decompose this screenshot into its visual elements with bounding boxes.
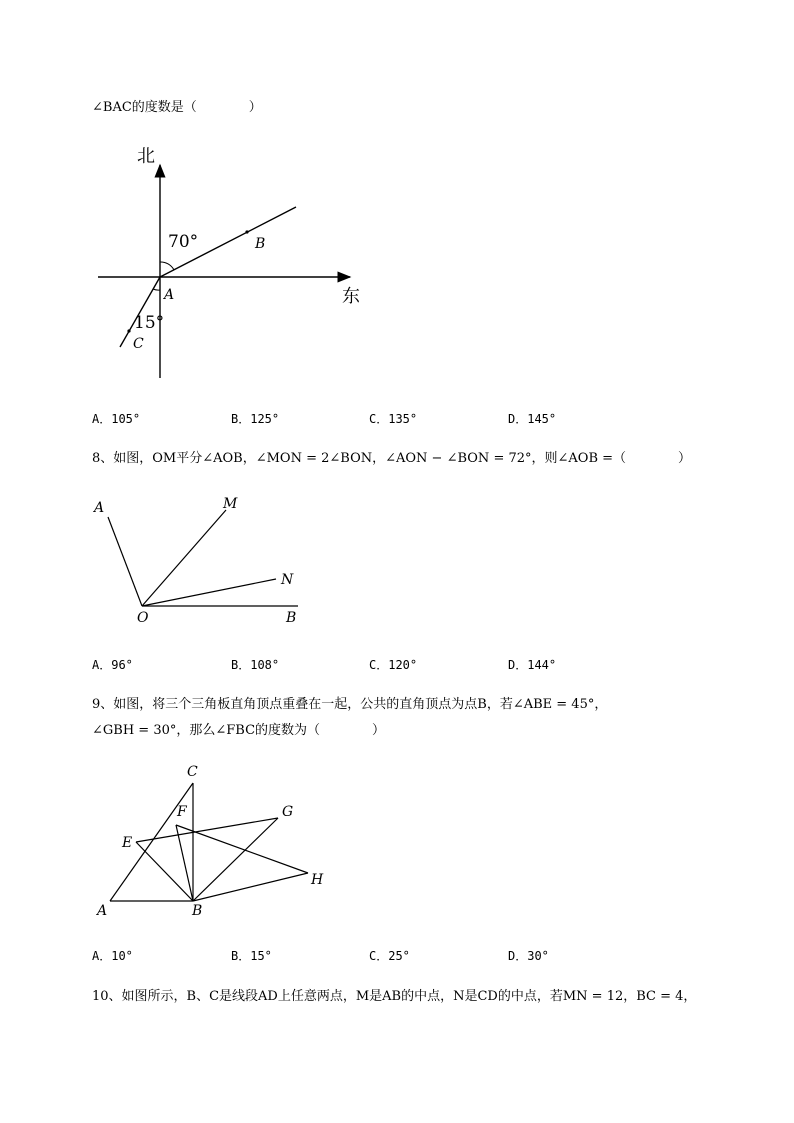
label-e: E <box>122 835 133 851</box>
q8-option-c[interactable]: C．120° <box>369 658 418 672</box>
label-c: C <box>187 764 198 780</box>
label-n: N <box>281 572 294 588</box>
label-g: G <box>282 804 294 820</box>
label-h: H <box>311 872 324 888</box>
angle-15-label: 15° <box>134 313 165 333</box>
q8-option-d[interactable]: D．144° <box>508 658 557 672</box>
label-b: B <box>192 903 203 919</box>
label-m: M <box>223 496 238 512</box>
label-o: O <box>137 610 149 626</box>
label-c: C <box>133 336 144 352</box>
q7-stem-tail: ∠BAC的度数是（ ） <box>92 100 262 115</box>
q8-stem: 8、如图，OM平分∠AOB，∠MON = 2∠BON，∠AON − ∠BON = 72°，则∠AOB =（ ） <box>92 451 692 466</box>
angle-70-label: 70° <box>168 232 199 252</box>
label-b: B <box>255 236 266 252</box>
north-label: 北 <box>137 146 155 167</box>
q7-option-a[interactable]: A．105° <box>92 412 141 426</box>
label-a: A <box>94 500 105 516</box>
q9-option-a[interactable]: A．10° <box>92 949 133 963</box>
q9-option-d[interactable]: D．30° <box>508 949 549 963</box>
q7-option-c[interactable]: C．135° <box>369 412 418 426</box>
label-f: F <box>177 804 187 820</box>
q8-option-a[interactable]: A．96° <box>92 658 133 672</box>
q9-option-b[interactable]: B．15° <box>231 949 272 963</box>
label-a: A <box>164 287 175 303</box>
label-b: B <box>286 610 297 626</box>
east-label: 东 <box>342 286 360 307</box>
label-a: A <box>97 903 108 919</box>
q7-option-b[interactable]: B．125° <box>231 412 280 426</box>
q9-stem-line1: 9、如图，将三个三角板直角顶点重叠在一起，公共的直角顶点为点B，若∠ABE = 45°， <box>92 697 608 712</box>
q9-option-c[interactable]: C．25° <box>369 949 410 963</box>
q7-option-d[interactable]: D．145° <box>508 412 557 426</box>
q10-stem: 10、如图所示，B、C是线段AD上任意两点，M是AB的中点，N是CD的中点，若MN = 12，BC = 4， <box>92 989 697 1004</box>
q9-stem-line2: ∠GBH = 30°，那么∠FBC的度数为（ ） <box>92 723 386 738</box>
q8-option-b[interactable]: B．108° <box>231 658 280 672</box>
